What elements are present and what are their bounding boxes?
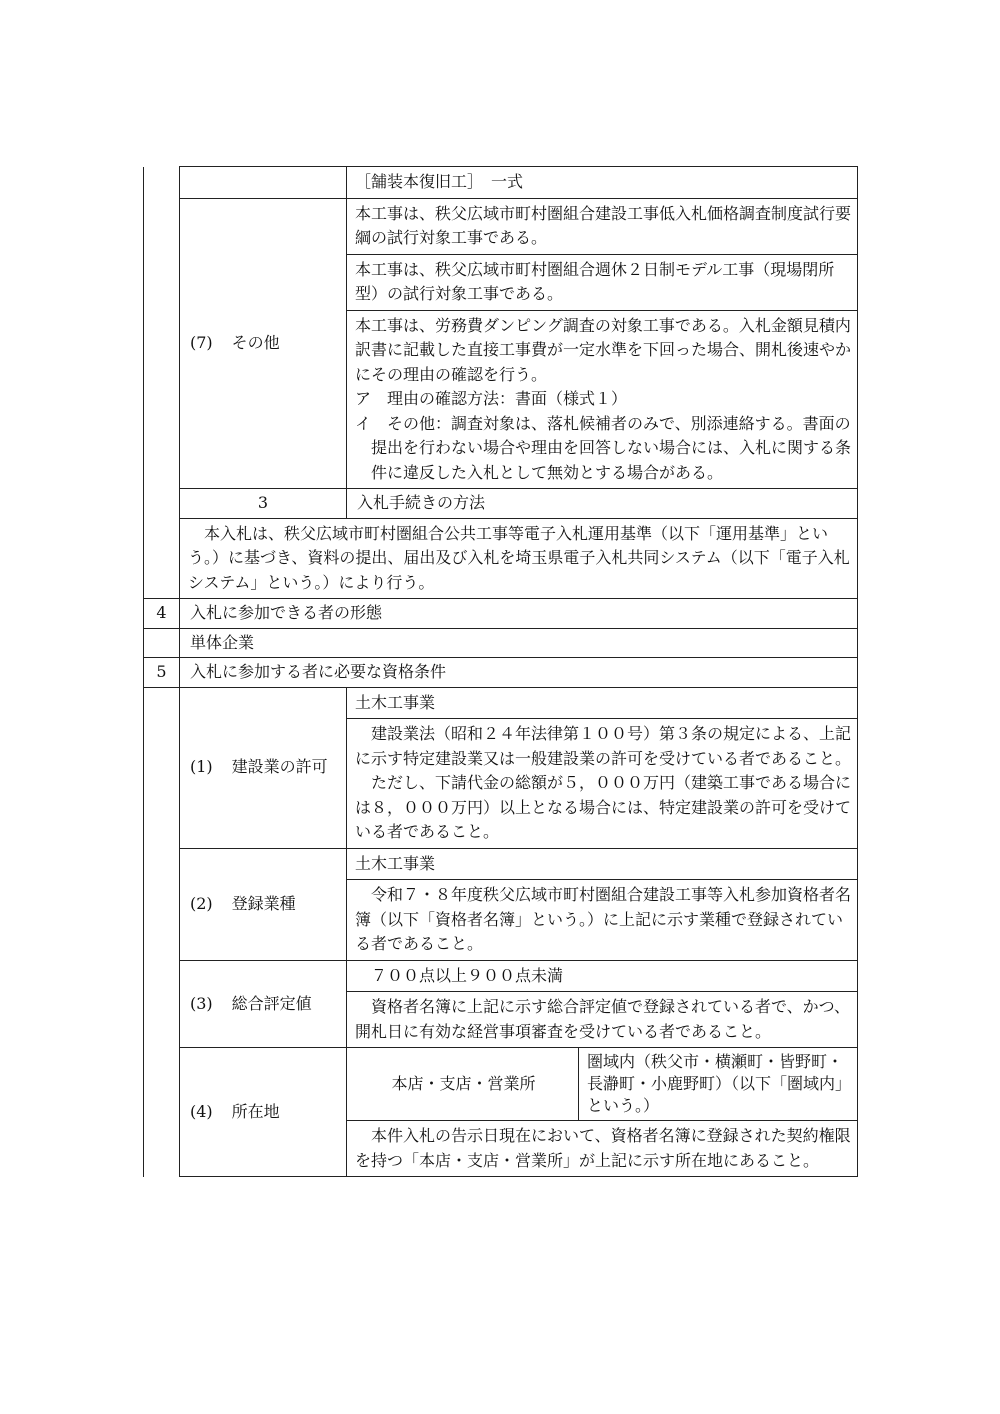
score-body: 資格者名簿に上記に示す総合評定値で登録されている者で、かつ、開札日に有効な経営事項審査を受けている者であること。 [347, 992, 858, 1048]
location-area: 圏域内（秩父市・横瀬町・皆野町・長瀞町・小鹿野町）（以下「圏域内」という。） [579, 1048, 858, 1121]
row-section-4-body [144, 628, 858, 658]
row-category-type [144, 848, 858, 880]
note3-intro: 本工事は、労務費ダンピング調査の対象工事である。入札金額見積内訳書に記載した直接工事費が一定水準を下回った場合、開札後速やかにその理由の確認を行う。 [355, 315, 852, 384]
section-3-number: 3 [180, 489, 347, 519]
item-label: 登録業種 [231, 893, 296, 913]
section-number-cell [144, 167, 180, 519]
pavement-text: ［舗装本復旧工］ 一式 [347, 167, 858, 199]
item-location-label [180, 1048, 347, 1177]
item-number: (3) [190, 993, 213, 1013]
item-label: 所在地 [231, 1101, 280, 1121]
section-4-spacer [144, 628, 180, 658]
row-section-3-body [144, 518, 858, 599]
row-other-note1 [144, 198, 858, 254]
section-3-body: 本入札は、秩父広域市町村圏組合公共工事等電子入札運用基準（以下「運用基準」という。）に基づき、資料の提出、届出及び入札を埼玉県電子入札共同システム（以下「電子入札システム」という。）により行う。 [180, 518, 858, 599]
section-3-title: 入札手続きの方法 [347, 489, 858, 519]
item-label: その他 [231, 333, 280, 352]
section-3-spacer [144, 518, 180, 599]
item-number: (2) [190, 893, 213, 913]
item-label-cell [180, 167, 347, 199]
note3-item-i: イ その他：調査対象は、落札候補者のみで、別添連絡する。書面の提出を行わない場合や理由を回答しない場合には、入札に関する条件に違反した入札として無効とする場合がある。 [355, 413, 852, 482]
section-4-body: 単体企業 [180, 628, 858, 658]
row-section-4-title [144, 599, 858, 629]
section-5-spacer [144, 687, 180, 1177]
item-category-label [180, 848, 347, 960]
license-paragraph-2: ただし、下請代金の総額が５，０００万円（建築工事である場合には８，０００万円）以上となる場合には、特定建設業の許可を受けている者であること。 [355, 773, 852, 841]
item-label: 建設業の許可 [231, 757, 328, 777]
row-pavement [144, 167, 858, 199]
category-type: 土木工事業 [347, 848, 858, 880]
section-4-title: 入札に参加できる者の形態 [180, 599, 858, 629]
item-other-label [180, 198, 347, 489]
row-location-office [144, 1048, 858, 1121]
row-section-5-title [144, 658, 858, 688]
license-type: 土木工事業 [347, 687, 858, 719]
score-range: ７００点以上９００点未満 [347, 960, 858, 992]
category-body: 令和７・８年度秩父広域市町村圏組合建設工事等入札参加資格者名簿（以下「資格者名簿」という。）に上記に示す業種で登録されている者であること。 [347, 880, 858, 961]
note3-item-a: ア 理由の確認方法：書面（様式１） [355, 389, 628, 408]
license-paragraph-1: 建設業法（昭和２４年法律第１００号）第３条の規定による、上記に示す特定建設業又は一般建設業の許可を受けている者であること。 [355, 724, 852, 768]
item-license-label [180, 687, 347, 848]
other-note-1: 本工事は、秩父広域市町村圏組合建設工事低入札価格調査制度試行要綱の試行対象工事である。 [347, 198, 858, 254]
section-5-number: 5 [144, 658, 180, 688]
item-number: (4) [190, 1101, 213, 1121]
location-office: 本店・支店・営業所 [347, 1048, 579, 1121]
row-score-range [144, 960, 858, 992]
other-note-2: 本工事は、秩父広域市町村圏組合週休２日制モデル工事（現場閉所型）の試行対象工事である。 [347, 254, 858, 310]
other-note-3 [347, 310, 858, 489]
row-section-3-title [144, 489, 858, 519]
item-number: (7) [190, 333, 213, 352]
item-label: 総合評定値 [231, 993, 312, 1013]
license-body [347, 719, 858, 849]
row-license-type [144, 687, 858, 719]
section-5-title: 入札に参加する者に必要な資格条件 [180, 658, 858, 688]
item-number: (1) [190, 757, 213, 777]
item-score-label [180, 960, 347, 1048]
requirements-table [143, 166, 858, 1177]
section-4-number: 4 [144, 599, 180, 629]
location-body: 本件入札の告示日現在において、資格者名簿に登録された契約権限を持つ「本店・支店・営業所」が上記に示す所在地にあること。 [347, 1121, 858, 1177]
